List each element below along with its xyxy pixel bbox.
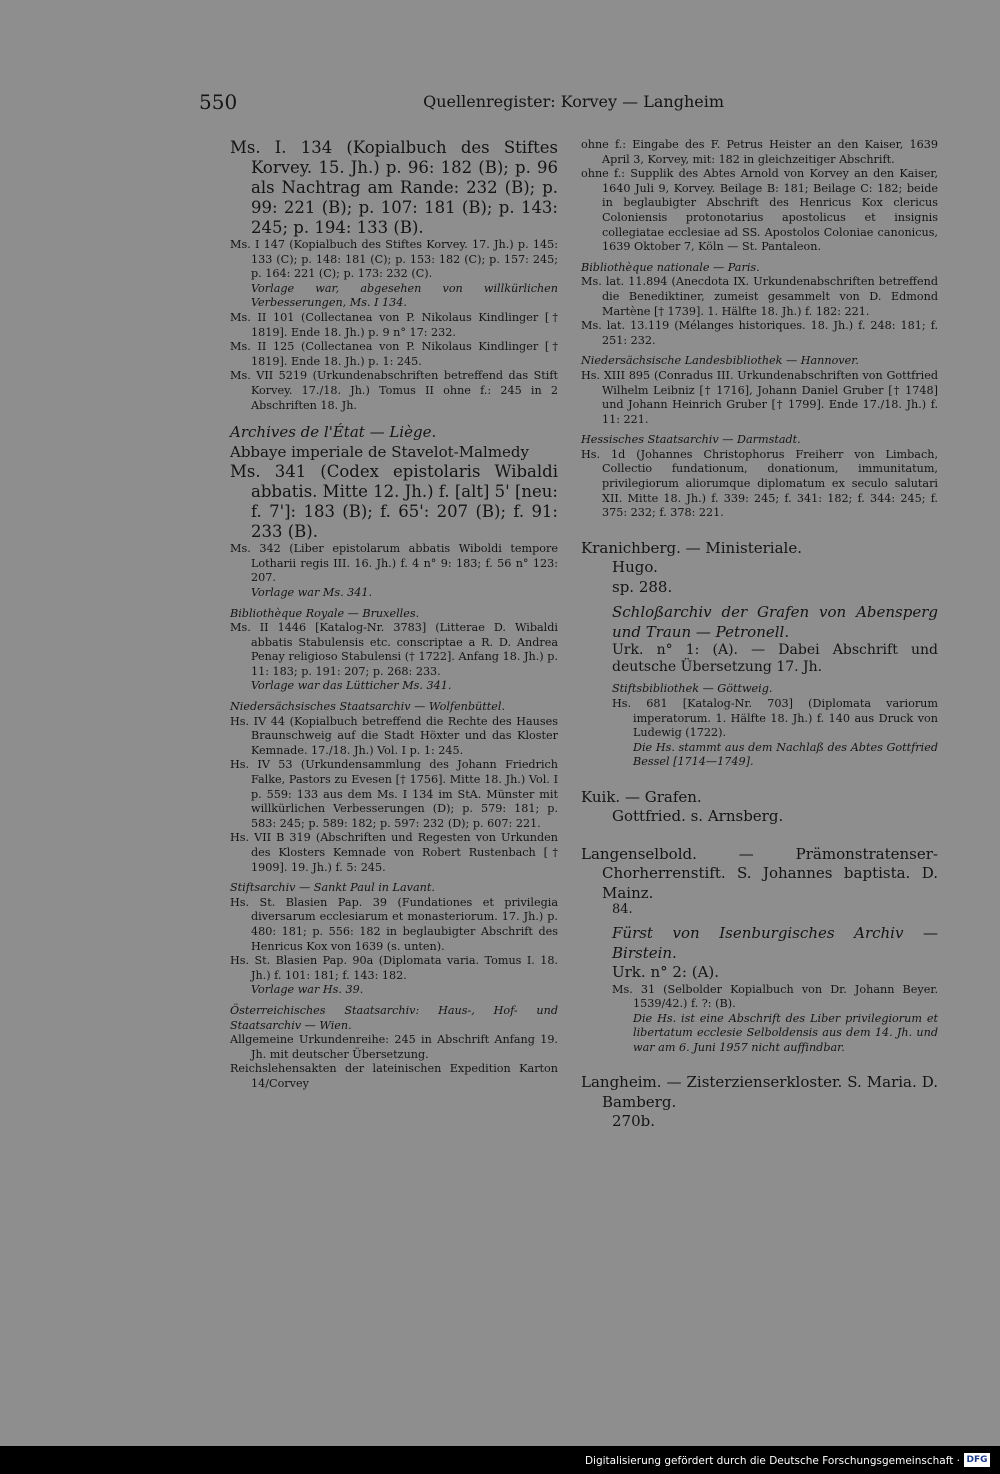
entry-ms-342: Ms. 342 (Liber epistolarum abbatis Wiboldi tempore Lotharii regis III. 16. Jh.) f. 4 n° 9: 183; f. 56 n° 123: 207. <box>230 542 558 585</box>
place-heading-kuik: Kuik. — Grafen. <box>581 787 702 806</box>
place-heading-kranichberg: Kranichberg. — Ministeriale. <box>581 538 802 557</box>
place-heading-langenselbold: Langenselbold. — Prämonstratenser-Chorherrenstift. S. Johannes baptista. D. Mainz. <box>581 844 938 902</box>
person-gottfried: Gottfried. s. Arnsberg. <box>612 807 784 826</box>
entry-hs-xiii-895: Hs. XIII 895 (Conradus III. Urkundenabschriften von Gottfried Wilhelm Leibniz [† 1716], Johann Daniel Gruber [† 1748] und Johann Heinrich Gruber [† 1799]. Ende 17./18. Jh.) f. 11: 221. <box>581 368 938 426</box>
entry-ms-lat-11894: Ms. lat. 11.894 (Anecdota IX. Urkundenabschriften betreffend die Benediktiner, zumeist gesammelt von D. Edmond Martène [† 1739]. 1. Hälfte 18. Jh.) f. 182: 221. <box>581 275 938 318</box>
entry-hs-681: Hs. 681 [Katalog-Nr. 703] (Diplomata variorum imperatorum. 1. Hälfte 18. Jh.) f. 140 aus Druck von Ludewig (1722). <box>612 696 938 740</box>
abbey-heading: Abbaye imperiale de Stavelot-Malmedy <box>230 442 529 461</box>
entry-ms-ii-101: Ms. II 101 (Collectanea von P. Nikolaus Kindlinger [† 1819]. Ende 18. Jh.) p. 9 n° 17: 232. <box>230 310 558 339</box>
archive-heading-goettweig: Stiftsbibliothek — Göttweig. <box>612 682 773 696</box>
note-liber-privilegiorum: Die Hs. ist eine Abschrift des Liber privilegiorum et libertatum ecclesie Selboldensis aus dem 14. Jh. und war am 6. Juni 1957 nicht auffindbar. <box>633 1011 938 1054</box>
left-column <box>230 138 558 1092</box>
entry-ms-i-147: Ms. I 147 (Kopialbuch des Stiftes Korvey. 17. Jh.) p. 145: 133 (C); p. 148: 181 (C); p. 153: 182 (C); p. 157: 245; p. 164: 221 (C); p. 173: 232 (C). <box>230 238 558 281</box>
entry-urk-1 <box>581 642 938 676</box>
archive-heading-petronell: Schloßarchiv der Grafen von Abensperg und Traun — Petronell. <box>612 603 938 641</box>
page-number: 550 <box>199 90 238 114</box>
entry-hs-vii-b-319: Hs. VII B 319 (Abschriften und Regesten von Urkunden des Klosters Kemnade von Robert Rustenbach [† 1909]. 19. Jh.) f. 5: 245. <box>230 831 558 874</box>
entry-ms-31: Ms. 31 (Selbolder Kopialbuch von Dr. Johann Beyer. 1539/42.) f. ?: (B). <box>612 982 938 1011</box>
archive-heading-liege: Archives de l'État — Liège. <box>230 423 437 442</box>
entry-ohne-f-eingabe: ohne f.: Eingabe des F. Petrus Heister an den Kaiser, 1639 April 3, Korvey, mit: 182 in gleichzeitiger Abschrift. <box>581 138 938 166</box>
entry-ms-ii-1446: Ms. II 1446 [Katalog-Nr. 3783] (Litterae D. Wibaldi abbatis Stabulensis etc. conscriptae a R. D. Andrea Penay religioso Stabulensi († 1722]. Anfang 18. Jh.) p. 11: 183; p. 191: 207; p. 268: 233. <box>230 621 558 678</box>
page-header <box>199 90 724 116</box>
place-heading-langheim: Langheim. — Zisterzienserkloster. S. Maria. D. Bamberg. <box>581 1073 938 1111</box>
right-column <box>581 138 938 1132</box>
entry-urk-1-text: Urk. n° 1: (A). — Dabei Abschrift und deutsche Übersetzung 17. Jh. <box>612 642 938 676</box>
entry-ms-i-134: Ms. I. 134 (Kopialbuch des Stiftes Korvey. 15. Jh.) p. 96: 182 (B); p. 96 als Nachtrag am Rande: 232 (B); p. 99: 221 (B); p. 107: 181 (B); p. 143: 245; p. 194: 133 (B). <box>230 138 558 237</box>
archive-heading-birstein: Fürst von Isenburgisches Archiv — Birstein. <box>612 924 938 962</box>
entry-hs-1d: Hs. 1d (Johannes Christophorus Freiherr von Limbach, Collectio fundationum, donationum, immunitatum, privilegiorum aliorumque diplomatum ex seculo salutari XII. Mitte 18. Jh.) f. 339: 245; f. 341: 182; f. 344: 245; f. 375: 232; f. 378: 221. <box>581 447 938 520</box>
entry-ohne-f-supplik: ohne f.: Supplik des Abtes Arnold von Korvey an den Kaiser, 1640 Juli 9, Korvey. Beilage B: 181; Beilage C: 182; beide in beglaubigter Abschrift des Henricus Kox clericus Coloniensis protonotarius apostolicus et insignis collegiatae ecclesiae ad SS. Apostolos Coloniae canonicus, 1639 Oktober 7, Köln — St. Pantaleon. <box>581 167 938 254</box>
footer-bar <box>0 1446 1000 1474</box>
archive-heading-darmstadt: Hessisches Staatsarchiv — Darmstadt. <box>581 433 801 447</box>
note-vorlage: Vorlage war Hs. 39. <box>251 983 364 997</box>
entry-hs-st-blasien-90a: Hs. St. Blasien Pap. 90a (Diplomata varia. Tomus I. 18. Jh.) f. 101: 181; f. 143: 182. <box>230 954 558 982</box>
reference-84: 84. <box>612 902 633 918</box>
note-nachlass: Die Hs. stammt aus dem Nachlaß des Abtes Gottfried Bessel [1714—1749]. <box>633 740 938 769</box>
archive-heading-wolfenbuettel: Niedersächsisches Staatsarchiv — Wolfenbüttel. <box>230 700 506 714</box>
running-title: Quellenregister: Korvey — Langheim <box>423 92 724 111</box>
dfg-logo-icon[interactable]: DFG <box>964 1453 990 1467</box>
entry-ms-lat-13119: Ms. lat. 13.119 (Mélanges historiques. 18. Jh.) f. 248: 181; f. 251: 232. <box>581 319 938 347</box>
entry-ms-ii-125: Ms. II 125 (Collectanea von P. Nikolaus Kindlinger [† 1819]. Ende 18. Jh.) p. 1: 245. <box>230 340 558 368</box>
archive-heading-paris: Bibliothèque nationale — Paris. <box>581 260 760 274</box>
archive-heading-lavant: Stiftsarchiv — Sankt Paul in Lavant. <box>230 881 435 895</box>
entry-urk-2: Urk. n° 2: (A). <box>612 963 720 981</box>
archive-heading-wien: Österreichisches Staatsarchiv: Haus-, Hof- und Staatsarchiv — Wien. <box>230 1003 558 1032</box>
entry-ms-vii-5219: Ms. VII 5219 (Urkundenabschriften betreffend das Stift Korvey. 17./18. Jh.) Tomus II ohne f.: 245 in 2 Abschriften 18. Jh. <box>230 369 558 412</box>
entry-hs-iv-53: Hs. IV 53 (Urkundensammlung des Johann Friedrich Falke, Pastors zu Evesen [† 1756]. Mitte 18. Jh.) Vol. I p. 559: 133 aus dem Ms. I 134 im StA. Münster mit willkürlichen Verbesserungen (D); p. 579: 181; p. 583: 245; p. 589: 182; p. 597: 232 (D); p. 607: 221. <box>230 758 558 830</box>
entry-hs-st-blasien-39: Hs. St. Blasien Pap. 39 (Fundationes et privilegia diversarum ecclesiarum et monasteriorum. 17. Jh.) p. 480: 181; p. 556: 182 in beglaubigter Abschrift des Henricus Kox von 1639 (s. unten). <box>230 895 558 953</box>
entry-allgemeine-urkundenreihe: Allgemeine Urkundenreihe: 245 in Abschrift Anfang 19. Jh. mit deutscher Übersetzung. <box>230 1033 558 1061</box>
entry-reichslehensakten: Reichslehensakten der lateinischen Expedition Karton 14/Corvey <box>230 1062 558 1090</box>
entry-hs-iv-44: Hs. IV 44 (Kopialbuch betreffend die Rechte des Hauses Braunschweig auf die Stadt Höxter und das Kloster Kemnade. 17./18. Jh.) Vol. I p. 1: 245. <box>230 714 558 757</box>
archive-heading-bruxelles: Bibliothèque Royale — Bruxelles. <box>230 606 420 620</box>
person-hugo: Hugo. <box>612 558 658 577</box>
note-vorlage: Vorlage war das Lütticher Ms. 341. <box>251 679 452 693</box>
note-vorlage: Vorlage war, abgesehen von willkürlichen Verbesserungen, Ms. I 134. <box>251 281 558 310</box>
note-vorlage: Vorlage war Ms. 341. <box>251 585 373 599</box>
entry-ms-341: Ms. 341 (Codex epistolaris Wibaldi abbatis. Mitte 12. Jh.) f. [alt] 5' [neu: f. 7']: 183 (B); f. 65': 207 (B); f. 91: 233 (B). <box>230 462 558 542</box>
reference-sp-288: sp. 288. <box>612 577 673 596</box>
archive-heading-hannover: Niedersächsische Landesbibliothek — Hannover. <box>581 354 859 368</box>
funding-credit: Digitalisierung gefördert durch die Deutsche Forschungsgemeinschaft · <box>584 1455 960 1467</box>
reference-270b: 270b. <box>612 1112 656 1131</box>
